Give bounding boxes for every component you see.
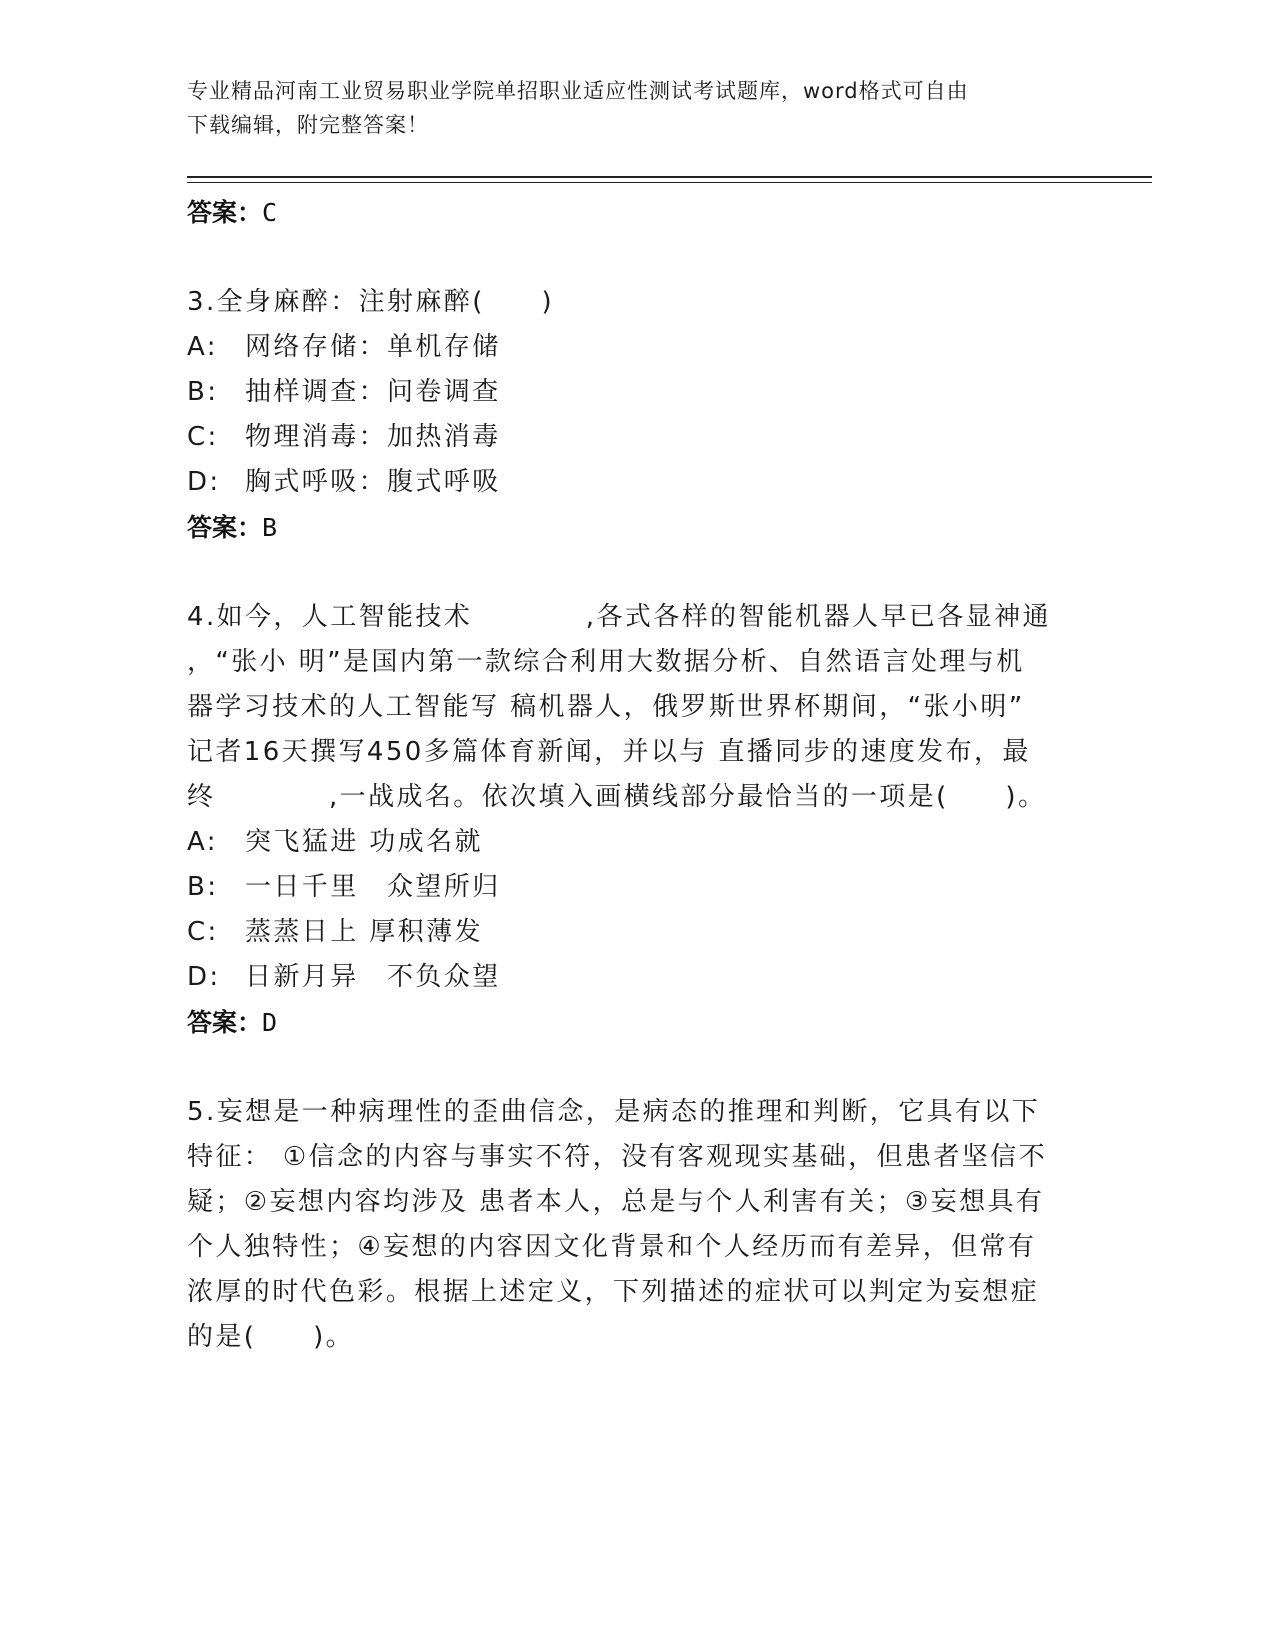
answer-label: 答案： xyxy=(187,1008,263,1037)
question-4-stem-line: ，“张小 明”是国内第一款综合利用大数据分析、自然语言处理与机 xyxy=(187,647,1025,677)
answer-prev xyxy=(187,190,1087,236)
document-body xyxy=(187,190,1087,1360)
question-4 xyxy=(187,595,1087,1046)
question-3-answer xyxy=(187,505,1087,551)
question-4-option-c xyxy=(187,910,1087,955)
answer-label: 答案： xyxy=(187,198,263,227)
answer-value: D xyxy=(262,1008,278,1037)
option-key: A: xyxy=(187,827,218,857)
question-4-stem-line: 4.如今，人工智能技术 ,各式各样的智能机器人早已各显神通 xyxy=(187,602,1051,632)
question-5-stem-line: 疑；②妄想内容均涉及 患者本人，总是与个人利害有关；③妄想具有 xyxy=(187,1187,1045,1217)
question-5-stem-line: 的是( )。 xyxy=(187,1322,355,1352)
question-5 xyxy=(187,1090,1087,1360)
question-3-option-a xyxy=(187,325,1087,370)
option-text: 日新月异 不负众望 xyxy=(245,962,501,992)
answer-value: C xyxy=(262,198,278,227)
question-4-stem-line: 记者16天撰写450多篇体育新闻，并以与 直播同步的速度发布，最 xyxy=(187,737,1031,767)
question-4-option-d xyxy=(187,955,1087,1000)
option-text: 胸式呼吸：腹式呼吸 xyxy=(245,467,501,497)
header-rule-thin xyxy=(187,182,1152,183)
header-line-1: 专业精品河南工业贸易职业学院单招职业适应性测试考试题库，word格式可自由 xyxy=(187,79,969,103)
question-3-option-d xyxy=(187,460,1087,505)
option-text: 一日千里 众望所归 xyxy=(245,872,501,902)
question-5-stem-line: 特征： ①信念的内容与事实不符，没有客观现实基础，但患者坚信不 xyxy=(187,1142,1047,1172)
question-5-stem-line: 5.妄想是一种病理性的歪曲信念，是病态的推理和判断，它具有以下 xyxy=(187,1097,1041,1127)
option-key: B: xyxy=(187,872,219,902)
option-key: C: xyxy=(187,917,219,947)
option-text: 物理消毒：加热消毒 xyxy=(245,422,501,452)
question-4-option-a xyxy=(187,820,1087,865)
answer-value: B xyxy=(262,513,278,542)
answer-label: 答案： xyxy=(187,513,263,542)
option-key: B: xyxy=(187,377,219,407)
question-3 xyxy=(187,280,1087,551)
option-key: A: xyxy=(187,332,218,362)
question-4-answer xyxy=(187,1000,1087,1046)
question-3-stem: 3.全身麻醉：注射麻醉( ) xyxy=(187,287,555,317)
option-text: 网络存储：单机存储 xyxy=(245,332,501,362)
question-3-option-b xyxy=(187,370,1087,415)
option-key: D: xyxy=(187,962,221,992)
option-text: 突飞猛进 功成名就 xyxy=(245,827,483,857)
question-3-option-c xyxy=(187,415,1087,460)
option-key: D: xyxy=(187,467,221,497)
header-rule-thick xyxy=(187,176,1152,178)
option-key: C: xyxy=(187,422,219,452)
page-header xyxy=(187,74,1067,142)
question-4-stem-line: 器学习技术的人工智能写 稿机器人，俄罗斯世界杯期间，“张小明” xyxy=(187,692,1025,722)
question-4-stem-line: 终 ,一战成名。依次填入画横线部分最恰当的一项是( )。 xyxy=(187,782,1047,812)
question-4-option-b xyxy=(187,865,1087,910)
header-line-2: 下载编辑，附完整答案！ xyxy=(187,113,429,137)
option-text: 抽样调查：问卷调查 xyxy=(245,377,501,407)
question-5-stem-line: 个人独特性；④妄想的内容因文化背景和个人经历而有差异，但常有 xyxy=(187,1232,1037,1262)
option-text: 蒸蒸日上 厚积薄发 xyxy=(245,917,483,947)
question-5-stem-line: 浓厚的时代色彩。根据上述定义，下列描述的症状可以判定为妄想症 xyxy=(187,1277,1040,1307)
